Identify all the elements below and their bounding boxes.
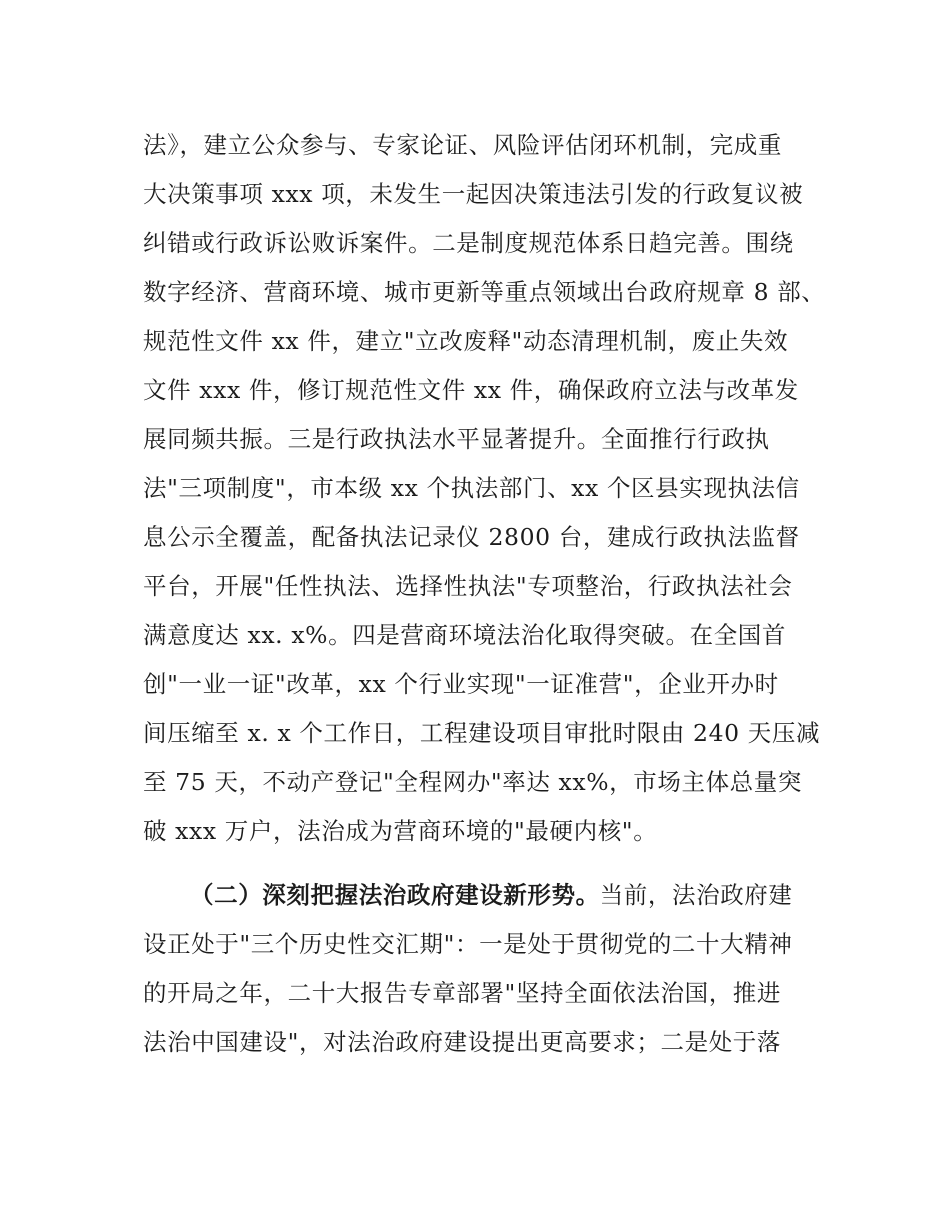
text-line: 的开局之年，二十大报告专章部署"坚持全面依法治国，推进 xyxy=(143,979,782,1007)
text-line: 大决策事项 xxx 项，未发生一起因决策违法引发的行政复议被 xyxy=(143,180,804,208)
text-line: 纠错或行政诉讼败诉案件。二是制度规范体系日趋完善。围绕 xyxy=(143,229,794,257)
text-line: 满意度达 xx. x%。四是营商环境法治化取得突破。在全国首 xyxy=(143,621,786,649)
text-line: 数字经济、营商环境、城市更新等重点领域出台政府规章 8 部、 xyxy=(143,278,826,306)
paragraph-new-situation xyxy=(143,871,923,1067)
text-line: 法》，建立公众参与、专家论证、风险评估闭环机制，完成重 xyxy=(143,131,782,159)
paragraph-spacer xyxy=(143,856,923,871)
heading-continuation: 当前，法治政府建 xyxy=(599,881,793,909)
text-line: 破 xxx 万户，法治成为营商环境的"最硬内核"。 xyxy=(143,817,658,845)
text-line: 法"三项制度"，市本级 xx 个执法部门、xx 个区县实现执法信 xyxy=(143,474,800,502)
text-line xyxy=(143,871,923,920)
text-line: 规范性文件 xx 件，建立"立改废释"动态清理机制，废止失效 xyxy=(143,327,789,355)
text-line: 息公示全覆盖，配备执法记录仪 2800 台，建成行政执法监督 xyxy=(143,523,800,551)
section-heading: （二）深刻把握法治政府建设新形势。 xyxy=(190,881,600,909)
text-line: 设正处于"三个历史性交汇期"：一是处于贯彻党的二十大精神 xyxy=(143,930,793,958)
text-line: 展同频共振。三是行政执法水平显著提升。全面推行行政执 xyxy=(143,425,770,453)
paragraph-achievements xyxy=(143,121,923,856)
text-line: 创"一业一证"改革，xx 个行业实现"一证准营"，企业开办时 xyxy=(143,670,779,698)
text-line: 平台，开展"任性执法、选择性执法"专项整治，行政执法社会 xyxy=(143,572,793,600)
text-line: 文件 xxx 件，修订规范性文件 xx 件，确保政府立法与改革发 xyxy=(143,376,799,404)
text-line: 间压缩至 x. x 个工作日，工程建设项目审批时限由 240 天压减 xyxy=(143,719,821,747)
text-line: 法治中国建设"，对法治政府建设提出更高要求；二是处于落 xyxy=(143,1028,782,1056)
text-line: 至 75 天，不动产登记"全程网办"率达 xx%，市场主体总量突 xyxy=(143,768,802,796)
document-body xyxy=(143,121,923,1067)
